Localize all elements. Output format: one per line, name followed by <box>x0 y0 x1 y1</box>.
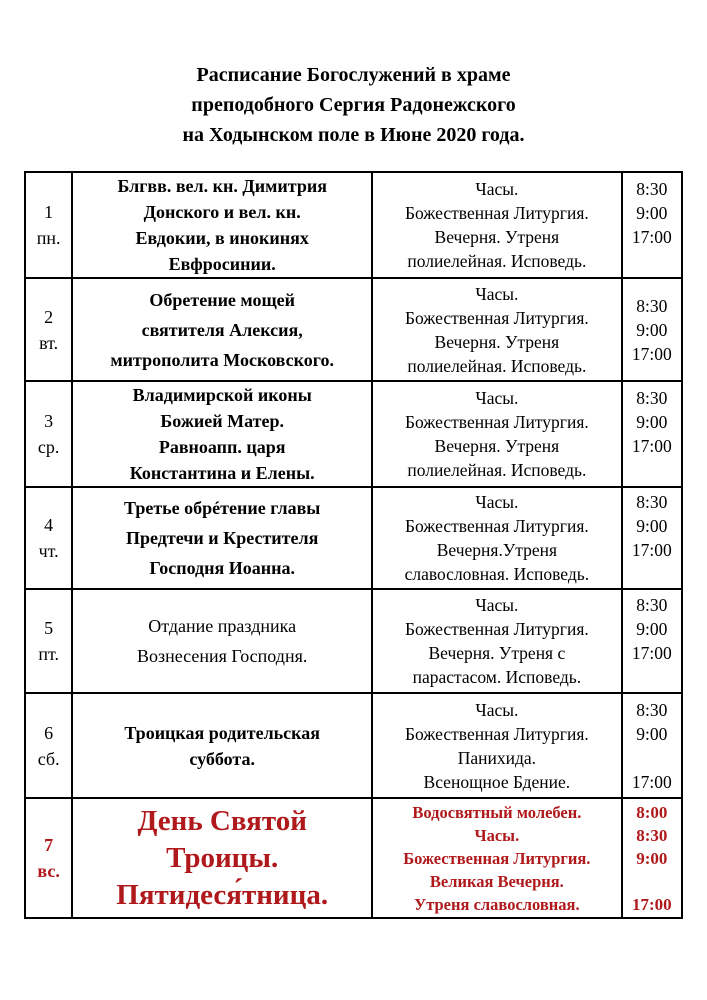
time-value: 9:00 <box>636 619 668 639</box>
feast-line: Донского и вел. кн. <box>143 202 301 222</box>
weekday: вс. <box>37 861 60 881</box>
service-line: Часы. <box>474 825 520 845</box>
service-line: Часы. <box>475 283 519 304</box>
day-cell <box>25 798 72 918</box>
weekday: пн. <box>36 228 61 248</box>
time-value: 8:30 <box>636 295 668 316</box>
times-cell <box>622 798 682 918</box>
times-cell <box>622 278 682 381</box>
feast-line: День Святой <box>137 804 307 837</box>
service-line: полиелейная. Исповедь. <box>407 355 587 376</box>
feast-line: Евдокии, в инокинях <box>135 228 309 248</box>
time-value: 17:00 <box>631 436 672 456</box>
feast-line: Третье обрéтение главы <box>124 498 321 518</box>
service-line: Вечерня.Утреня <box>436 540 557 560</box>
time-value: 9:00 <box>636 848 668 868</box>
services-cell <box>372 693 622 798</box>
time-value: 9:00 <box>636 412 668 432</box>
service-line: Божественная Литургия. <box>404 203 589 223</box>
service-line: Божественная Литургия. <box>404 412 589 432</box>
table-row <box>25 172 682 278</box>
times-cell <box>622 487 682 589</box>
day-cell <box>25 278 72 381</box>
time-value: 8:30 <box>636 388 668 408</box>
feast-cell <box>72 172 372 278</box>
service-line: Часы. <box>475 492 519 512</box>
feast-cell <box>72 798 372 918</box>
times-cell <box>622 172 682 278</box>
day-number: 4 <box>44 515 54 535</box>
table-row <box>25 487 682 589</box>
service-line: полиелейная. Исповедь. <box>407 460 587 480</box>
schedule-table <box>24 171 683 919</box>
feast-line: Блгвв. вел. кн. Димитрия <box>117 176 327 196</box>
time-value: 9:00 <box>636 516 668 536</box>
services-cell <box>372 381 622 487</box>
feast-line: Пятидеся́тница. <box>116 878 329 911</box>
service-line: Божественная Литургия. <box>404 516 589 536</box>
time-value: 17:00 <box>631 540 672 560</box>
time-value: 8:30 <box>636 492 668 512</box>
service-line: Часы. <box>475 179 519 199</box>
feast-line: Божией Матер. <box>160 411 284 431</box>
service-line: Панихида. <box>457 747 536 768</box>
service-line: Часы. <box>475 595 519 615</box>
time-value: 8:30 <box>636 595 668 615</box>
time-value: 17:00 <box>631 227 672 247</box>
services-cell <box>372 589 622 693</box>
day-number: 5 <box>44 618 54 638</box>
feast-line: Евфросинии. <box>168 254 276 274</box>
feast-line: святителя Алексия, <box>141 319 303 340</box>
feast-line: суббота. <box>189 748 255 769</box>
time-value: 9:00 <box>636 319 668 340</box>
service-line: Вечерня. Утреня <box>434 436 560 456</box>
feast-cell <box>72 487 372 589</box>
service-line: Вечерня. Утреня с <box>428 643 566 663</box>
service-line: славословная. Исповедь. <box>404 564 590 584</box>
service-line: Вечерня. Утреня <box>434 227 560 247</box>
times-cell <box>622 589 682 693</box>
service-line: Вечерня. Утреня <box>434 331 560 352</box>
table-row <box>25 278 682 381</box>
feast-cell <box>72 693 372 798</box>
services-cell <box>372 487 622 589</box>
feast-line: митрополита Московского. <box>110 349 334 370</box>
weekday: пт. <box>38 644 59 664</box>
service-line: Божественная Литургия. <box>404 723 589 744</box>
time-value: 8:30 <box>636 179 668 199</box>
day-number: 2 <box>44 306 54 327</box>
table-row <box>25 798 682 918</box>
day-cell <box>25 172 72 278</box>
service-line: Божественная Литургия. <box>404 307 589 328</box>
service-line: Божественная Литургия. <box>404 619 589 639</box>
day-cell <box>25 589 72 693</box>
service-line: парастасом. Исповедь. <box>412 667 582 687</box>
time-value: 8:30 <box>636 825 668 845</box>
day-number: 3 <box>44 411 54 431</box>
service-line: Всенощное Бдение. <box>423 771 571 792</box>
service-line: Божественная Литургия. <box>403 848 591 868</box>
feast-line: Равноапп. царя <box>158 437 286 457</box>
time-value: 17:00 <box>631 771 672 792</box>
day-cell <box>25 693 72 798</box>
day-number: 7 <box>44 835 54 855</box>
weekday: ср. <box>37 437 60 457</box>
time-value: 17:00 <box>631 894 672 914</box>
feast-line: Троицы. <box>166 841 279 874</box>
feast-line: Троицкая родительская <box>124 722 321 743</box>
title-line: Расписание Богослужений в храме <box>196 64 511 86</box>
table-row <box>25 381 682 487</box>
day-cell <box>25 381 72 487</box>
table-row <box>25 589 682 693</box>
services-cell <box>372 798 622 918</box>
time-value: 9:00 <box>636 723 668 744</box>
feast-line: Владимирской иконы <box>132 385 312 405</box>
time-value: 8:00 <box>636 802 668 822</box>
service-line: Великая Вечерня. <box>429 871 564 891</box>
time-value: 8:30 <box>636 699 668 720</box>
table-row <box>25 693 682 798</box>
service-line: полиелейная. Исповедь. <box>407 251 587 271</box>
weekday: вт. <box>39 332 59 353</box>
feast-line: Константина и Елены. <box>129 463 315 483</box>
title-line: на Ходынском поле в Июне 2020 года. <box>182 124 525 146</box>
weekday: чт. <box>38 541 59 561</box>
services-cell <box>372 278 622 381</box>
times-cell <box>622 381 682 487</box>
title-line: преподобного Сергия Радонежского <box>191 94 516 116</box>
services-cell <box>372 172 622 278</box>
day-number: 1 <box>44 202 54 222</box>
day-cell <box>25 487 72 589</box>
service-line: Водосвятный молебен. <box>412 802 582 822</box>
service-line: Часы. <box>475 388 519 408</box>
feast-line: Отдание праздника <box>148 616 297 636</box>
page-title <box>0 60 707 150</box>
feast-line: Вознесения Господня. <box>136 646 308 666</box>
time-value: 17:00 <box>631 643 672 663</box>
feast-line: Господня Иоанна. <box>149 558 296 578</box>
times-cell <box>622 693 682 798</box>
feast-line: Обретение мощей <box>149 289 296 310</box>
feast-cell <box>72 278 372 381</box>
feast-cell <box>72 589 372 693</box>
service-line: Часы. <box>475 699 519 720</box>
time-value: 9:00 <box>636 203 668 223</box>
feast-line: Предтечи и Крестителя <box>126 528 319 548</box>
time-value: 17:00 <box>631 343 672 364</box>
service-line: Утреня славословная. <box>414 894 580 914</box>
feast-cell <box>72 381 372 487</box>
weekday: сб. <box>37 748 60 769</box>
day-number: 6 <box>44 722 54 743</box>
